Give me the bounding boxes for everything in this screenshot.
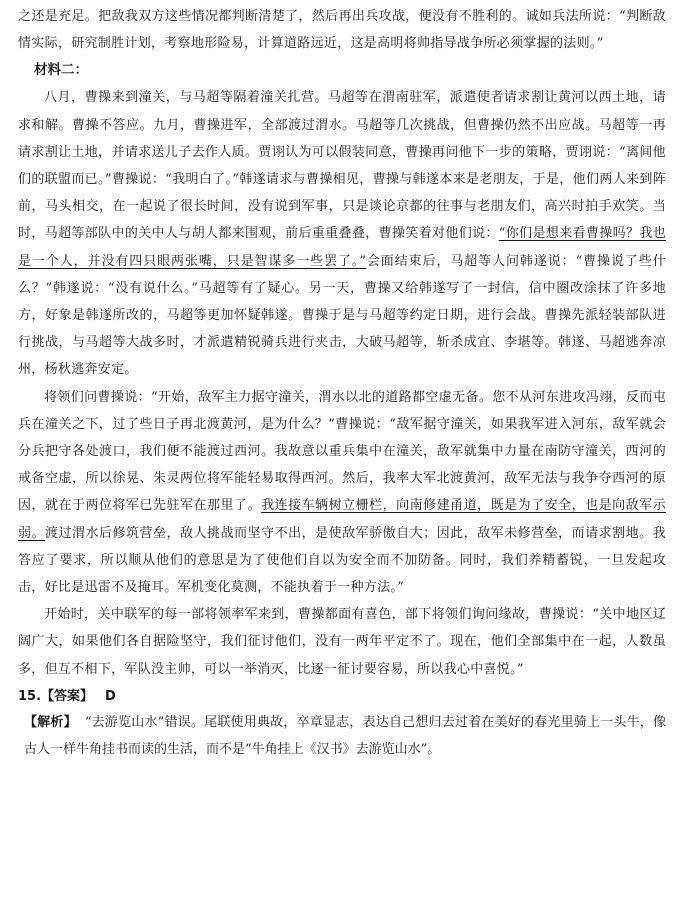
material1-tail-paragraph: 之还是充足。把敌我双方这些情况都判断清楚了，然后再出兵攻战，便没有不胜利的。诚如兵法所说：“判断敌情实际，研究制胜计划，考察地形险易，计算道路远近，这是高明将帅指导战争所必须掌握的法则。” bbox=[18, 9, 666, 52]
answer-line bbox=[18, 683, 666, 710]
paragraph-1-underlined-sentence: “你们是想来看曹操吗？我也是一个人，并没有四只眼两张嘴，只是智谋多一些罢了。” bbox=[18, 226, 666, 269]
paragraph-2-underlined-sentence: 我连接车辆树立栅栏，向南修建甬道，既是为了安全，也是向敌军示弱。 bbox=[18, 498, 666, 541]
paragraph-1-text-a: 八月，曹操来到潼关，与马超等隔着潼关扎营。马超等在渭南驻军，派遣使者请求割让黄河以西土地，请求和解。曹操不答应。九月，曹操进军，全部渡过渭水。马超等几次挑战，但曹操仍然不出应战。马超等一再请求割让土地，并请求送儿子去作人质。贾诩认为可以假装同意，曹操再问他下一步的策略，贾诩说：“离间他们的联盟而已。”曹操说：“我明白了。”韩遂请求与曹操相见，曹操与韩遂本来是老朋友，于是，他们两人来到阵前，马头相交，在一起说了很长时间，没有说到军事，只是谈论京都的往事与老朋友们，高兴时拍手欢笑。当时，马超等部队中的关中人与胡人都来围观，前后重重叠叠，曹操笑着对他们说： bbox=[18, 90, 666, 242]
analysis-text: “去游览山水”错误。尾联使用典故，卒章显志，表达自己想归去过着在美好的春光里骑上一头牛，像古人一样牛角挂书而读的生活，而不是“牛角挂上《汉书》去游览山水”。 bbox=[24, 715, 666, 757]
material2-paragraph-3: 开始时，关中联军的每一部将领率军来到，曹操都面有喜色，部下将领们询问缘故，曹操说：“关中地区辽阔广大，如果他们各自据险坚守，我们征讨他们，没有一两年平定不了。现在，他们全部集中在一起，人数虽多，但互不相下，军队没主帅，可以一举消灭，比逐一征讨要容易，所以我心中喜悦。” bbox=[18, 607, 666, 677]
paragraph-1-text-b: 会面结束后，马超等人问韩遂说：“曹操说了些什么？”韩遂说：“没有说什么。”马超等有了疑心。另一天，曹操又给韩遂写了一封信，信中圈改涂抹了许多地方，好象是韩遂所改的，马超等更加怀疑韩遂。曹操于是与马超等约定日期，进行会战。曹操先派轻装部队进行挑战，与马超等大战多时，才派遣精锐骑兵进行夹击，大破马超等，斩杀成宜、李堪等。韩遂、马超逃奔凉州，杨秋逃奔安定。 bbox=[18, 253, 666, 378]
material2-heading: 材料二： bbox=[34, 62, 88, 79]
paragraph-2-text-a: 将领们问曹操说：“开始，敌军主力据守潼关，渭水以北的道路都空虚无备。您不从河东进攻冯翊，反而屯兵在潼关之下，过了些日子再北渡黄河，是为什么？”曹操说：“敌军据守潼关，如果我军进入河东，敌军就会分兵把守各处渡口，我们便不能渡过西河。我故意以重兵集中在潼关，敌军就集中力量在南防守潼关，西河的戒备空虚，所以徐晃、朱灵两位将军能轻易取得西河。然后，我率大军北渡黄河，敌军无法与我争夺西河的原因，就在于两位将军已先驻军在那里了。 bbox=[18, 389, 666, 514]
analysis-tag: 【解析】 bbox=[24, 715, 77, 731]
material2-paragraph-2 bbox=[18, 384, 666, 602]
answer-letter: D bbox=[105, 688, 116, 704]
analysis-paragraph bbox=[18, 710, 666, 763]
paragraph-2-text-b: 渡过渭水后修筑营垒，敌人挑战而坚守不出，是使敌军骄傲自大；因此，敌军未修营垒，而请求割地。我答应了要求，所以顺从他们的意思是为了使他们自以为安全而不加防备。同时，我们养精蓄锐，一旦发起攻击，好比是迅雷不及掩耳。军机变化莫测，不能执着于一种方法。” bbox=[18, 525, 666, 596]
answer-tag: 【答案】 bbox=[41, 688, 94, 704]
material2-paragraph-1 bbox=[18, 84, 666, 383]
question-number: 15. bbox=[18, 688, 42, 704]
